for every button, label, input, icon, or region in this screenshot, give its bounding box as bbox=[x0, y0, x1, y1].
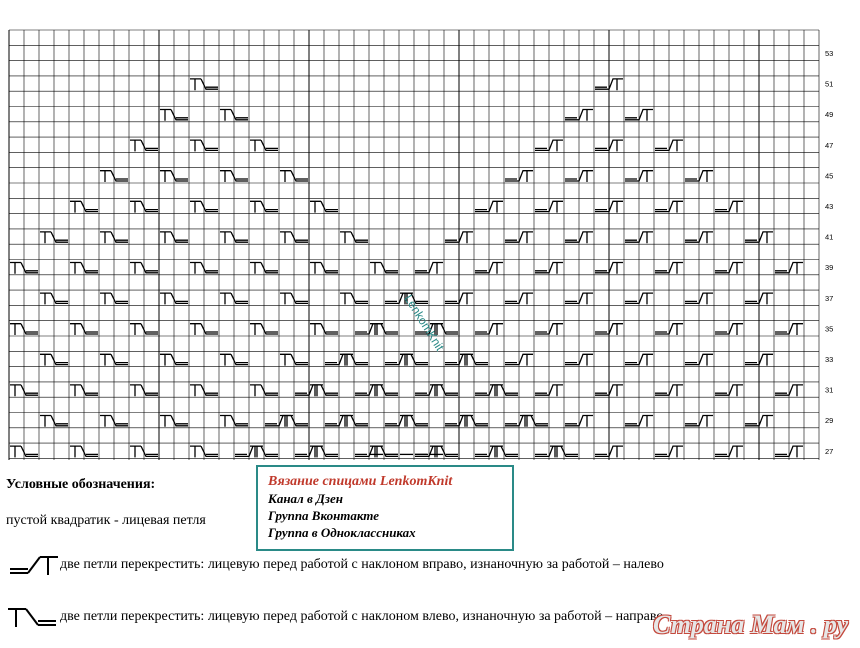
row-label: 43 bbox=[825, 201, 834, 211]
channel-title: Вязание спицами LenkomKnit bbox=[268, 474, 453, 489]
row-label: 39 bbox=[825, 263, 834, 273]
row-label: 47 bbox=[825, 140, 834, 150]
row-label: 49 bbox=[825, 110, 834, 120]
channel-line-ok[interactable]: Группа в Одноклассниках bbox=[268, 525, 416, 540]
site-watermark: Страна Мам . ру bbox=[653, 610, 849, 639]
legend-item-cross-right bbox=[6, 553, 664, 577]
chart-watermark: LenkomKnit bbox=[401, 292, 447, 354]
cross-left-icon bbox=[6, 605, 60, 629]
channel-line-vk[interactable]: Группа Вконтакте bbox=[268, 508, 380, 523]
channel-line-dzen[interactable]: Канал в Дзен bbox=[268, 491, 343, 506]
row-label: 29 bbox=[825, 416, 834, 426]
row-label: 51 bbox=[825, 79, 834, 89]
channel-box bbox=[256, 465, 514, 551]
row-label: 35 bbox=[825, 324, 834, 334]
row-label: 31 bbox=[825, 385, 834, 395]
row-label: 33 bbox=[825, 354, 834, 364]
legend-title: Условные обозначения: bbox=[6, 477, 156, 492]
legend-empty-square-text: пустой квадратик - лицевая петля bbox=[6, 513, 206, 528]
legend-item-cross-right-text: две петли перекрестить: лицевую перед работой с наклоном вправо, изнаночную за работой – налево bbox=[60, 557, 664, 572]
row-label: 53 bbox=[825, 48, 834, 58]
row-label: 45 bbox=[825, 171, 834, 181]
chart-grid bbox=[9, 30, 819, 460]
row-label: 37 bbox=[825, 293, 834, 303]
legend-item-cross-left bbox=[6, 605, 663, 629]
legend-item-cross-left-text: две петли перекрестить: лицевую перед работой с наклоном влево, изнаночную за работой – направо bbox=[60, 609, 664, 624]
cross-right-icon bbox=[6, 553, 60, 577]
row-label: 27 bbox=[825, 446, 834, 456]
row-label: 41 bbox=[825, 232, 834, 242]
